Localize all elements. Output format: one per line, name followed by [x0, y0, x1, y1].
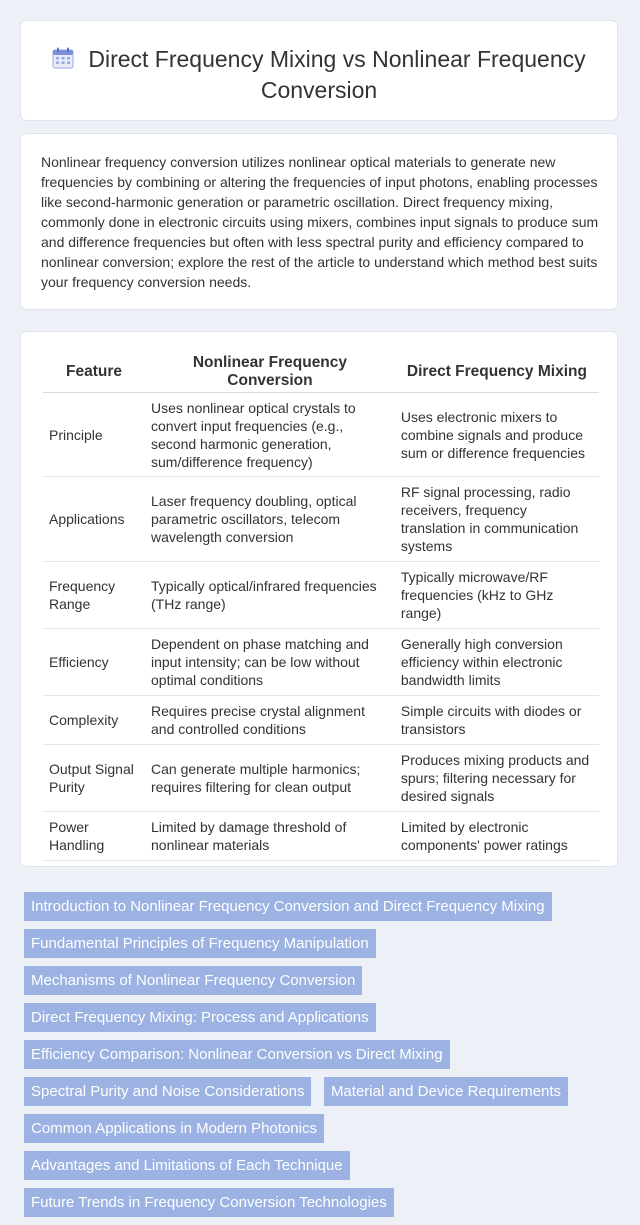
table-row — [43, 562, 599, 629]
topic-tag[interactable]: Common Applications in Modern Photonics — [24, 1114, 324, 1143]
row-nonlinear: Can generate multiple harmonics; requires filtering for clean output — [145, 745, 395, 812]
topic-tag[interactable]: Future Trends in Frequency Conversion Technologies — [24, 1188, 394, 1217]
table-header-row — [43, 352, 599, 393]
row-nonlinear: Typically optical/infrared frequencies (THz range) — [145, 562, 395, 629]
row-feature: Applications — [43, 477, 145, 562]
row-feature: Output Signal Purity — [43, 745, 145, 812]
row-direct: Generally high conversion efficiency within electronic bandwidth limits — [395, 629, 599, 696]
row-direct: RF signal processing, radio receivers, frequency translation in communication systems — [395, 477, 599, 562]
topic-tags — [24, 892, 624, 1225]
topic-tag[interactable]: Advantages and Limitations of Each Technique — [24, 1151, 350, 1180]
header-feature: Feature — [43, 352, 145, 393]
table-row — [43, 477, 599, 562]
table-row — [43, 393, 599, 477]
row-direct: Uses electronic mixers to combine signals and produce sum or difference frequencies — [395, 393, 599, 477]
topic-tag[interactable]: Introduction to Nonlinear Frequency Conversion and Direct Frequency Mixing — [24, 892, 552, 921]
row-nonlinear: Laser frequency doubling, optical parametric oscillators, telecom wavelength conversion — [145, 477, 395, 562]
row-nonlinear: Requires precise crystal alignment and controlled conditions — [145, 696, 395, 745]
comparison-table — [43, 352, 599, 861]
topic-tag[interactable]: Fundamental Principles of Frequency Manipulation — [24, 929, 376, 958]
topic-tag[interactable]: Direct Frequency Mixing: Process and Applications — [24, 1003, 376, 1032]
calendar-icon — [52, 47, 74, 76]
title-card — [20, 20, 618, 121]
header-direct: Direct Frequency Mixing — [395, 352, 599, 393]
row-feature: Power Handling — [43, 812, 145, 861]
row-direct: Typically microwave/RF frequencies (kHz to GHz range) — [395, 562, 599, 629]
topic-tag[interactable]: Spectral Purity and Noise Considerations — [24, 1077, 311, 1106]
intro-card — [20, 133, 618, 310]
intro-paragraph: Nonlinear frequency conversion utilizes nonlinear optical materials to generate new frequencies by combining or altering the frequencies of input photons, enabling processes like second-harmonic generation or parametric oscillation. Direct frequency mixing, commonly done in electronic circuits using mixers, combines input signals to produce sum and difference frequencies but often with less spectral purity and efficiency compared to nonlinear conversion; explore the rest of the article to understand which method best suits your frequency conversion needs. — [41, 154, 599, 290]
table-row — [43, 745, 599, 812]
comparison-card — [20, 331, 618, 867]
row-nonlinear: Limited by damage threshold of nonlinear materials — [145, 812, 395, 861]
row-feature: Complexity — [43, 696, 145, 745]
row-direct: Simple circuits with diodes or transistors — [395, 696, 599, 745]
header-nonlinear: Nonlinear Frequency Conversion — [145, 352, 395, 393]
row-nonlinear: Dependent on phase matching and input intensity; can be low without optimal conditions — [145, 629, 395, 696]
table-row — [43, 629, 599, 696]
row-direct: Limited by electronic components' power ratings — [395, 812, 599, 861]
topic-tag[interactable]: Efficiency Comparison: Nonlinear Conversion vs Direct Mixing — [24, 1040, 450, 1069]
page-title: Direct Frequency Mixing vs Nonlinear Frequency Conversion — [88, 46, 586, 103]
table-row — [43, 696, 599, 745]
row-nonlinear: Uses nonlinear optical crystals to convert input frequencies (e.g., second harmonic generation, sum/difference frequency) — [145, 393, 395, 477]
row-direct: Produces mixing products and spurs; filtering necessary for desired signals — [395, 745, 599, 812]
topic-tag[interactable]: Material and Device Requirements — [324, 1077, 568, 1106]
row-feature: Principle — [43, 393, 145, 477]
table-row — [43, 812, 599, 861]
row-feature: Efficiency — [43, 629, 145, 696]
topic-tag[interactable]: Mechanisms of Nonlinear Frequency Conversion — [24, 966, 362, 995]
row-feature: Frequency Range — [43, 562, 145, 629]
